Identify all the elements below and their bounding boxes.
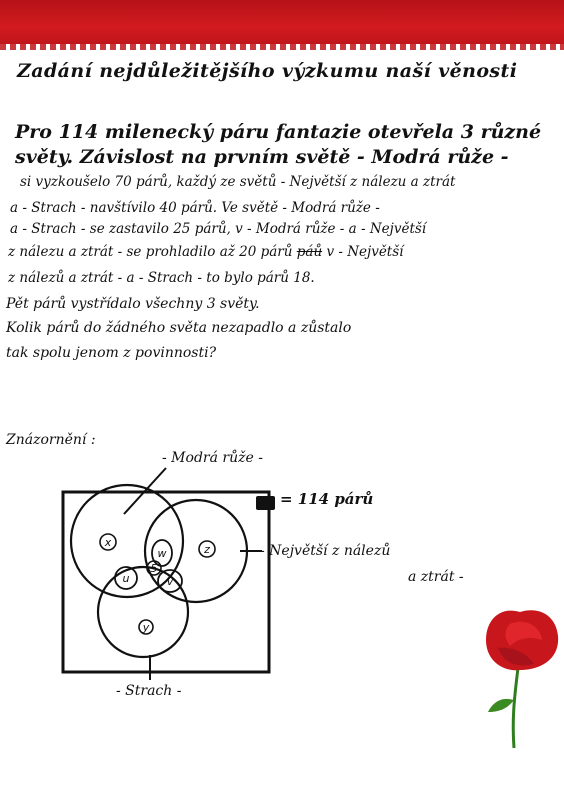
diagram-heading: Znázornění :: [6, 432, 96, 448]
problem-line-4: a - Strach - navštívilo 40 párů. Ve světě - Modrá růže -: [10, 200, 380, 216]
rose-leaf: [488, 699, 514, 712]
problem-line-8: Pět párů vystřídalo všechny 3 světy.: [6, 296, 260, 312]
label-strach: - Strach -: [116, 683, 182, 699]
region-z-label: z: [204, 543, 210, 556]
problem-line-6-text: z nálezu a ztrát - se prohladilo až 20 párů: [8, 244, 293, 260]
label-modra-ruze: - Modrá růže -: [162, 450, 263, 466]
label-nejvetsi-line1: - Největší z nálezů: [260, 543, 391, 559]
label-total: = 114 párů: [280, 490, 374, 508]
problem-line-5: a - Strach - se zastavilo 25 párů, v - Modrá růže - a - Největší: [10, 221, 427, 237]
label-nejvetsi-line2: a ztrát -: [408, 569, 464, 585]
problem-line-9: Kolik párů do žádného světa nezapadlo a zůstalo: [6, 320, 352, 336]
problem-line-6-tail: v - Největší: [326, 244, 404, 260]
region-5-label: 5: [150, 562, 158, 575]
problem-line-7: z nálezů a ztrát - a - Strach - to bylo párů 18.: [8, 270, 315, 286]
region-u-label: u: [122, 572, 130, 585]
region-v-label: v: [166, 575, 174, 588]
region-w-label: w: [157, 547, 167, 560]
region-x-label: x: [104, 536, 112, 549]
page-title: Zadání nejdůležitějšího výzkumu naší věnosti: [17, 60, 518, 82]
struck-word: páů: [296, 244, 323, 260]
problem-line-2: světy. Závislost na prvním světě - Modrá růže -: [15, 146, 509, 168]
problem-line-3: si vyzkoušelo 70 párů, každý ze světů - Největší z nálezu a ztrát: [20, 174, 456, 190]
problem-line-1: Pro 114 milenecký páru fantazie otevřela 3 různé: [15, 121, 542, 143]
rose-stem: [513, 668, 518, 748]
problem-line-10: tak spolu jenom z povinnosti?: [6, 345, 217, 361]
region-y-label: y: [142, 621, 150, 634]
